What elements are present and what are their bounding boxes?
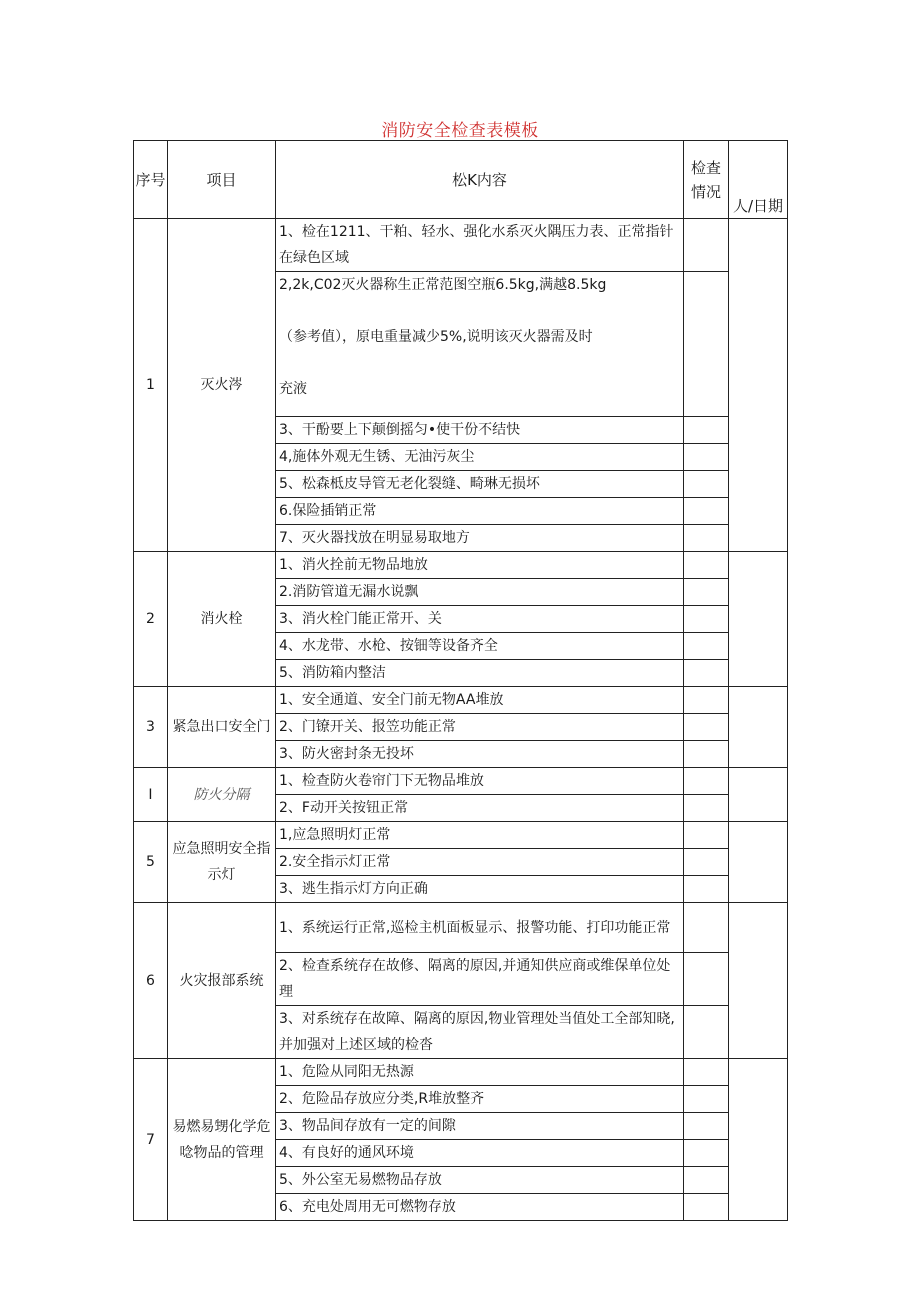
section-3-no: 3 [134,687,168,768]
date-cell[interactable] [729,822,788,903]
content-cell: 1、检在1211、干粕、轻水、强化水系灭火隅压力表、正常指针在绿色区域 [276,219,684,272]
check-cell[interactable] [684,903,729,953]
section-1-item: 灭火涔 [168,219,276,552]
check-cell[interactable] [684,219,729,272]
date-cell[interactable] [729,219,788,552]
date-cell[interactable] [729,1059,788,1221]
check-cell[interactable] [684,660,729,687]
check-cell[interactable] [684,1059,729,1086]
inspection-table [133,140,788,1221]
content-cell: 3、逃生指示灯方向正确 [276,876,684,903]
check-cell[interactable] [684,768,729,795]
section-2-item: 消火栓 [168,552,276,687]
content-line: （参考值），原电重量减少5%,说明该灭火器需及时 [279,329,593,345]
check-cell[interactable] [684,633,729,660]
check-cell[interactable] [684,1006,729,1059]
header-check: 检查情况 [684,141,729,219]
check-cell[interactable] [684,822,729,849]
content-cell: 4、水龙带、水枪、按钿等设备齐全 [276,633,684,660]
section-2-no: 2 [134,552,168,687]
content-cell: 3、对系统存在故障、隔离的原因,物业管理处当值处工全部知晓,并加强对上述区域的检沓 [276,1006,684,1059]
check-cell[interactable] [684,1140,729,1167]
check-cell[interactable] [684,687,729,714]
header-row [134,141,788,219]
section-5-no: 5 [134,822,168,903]
section-4-item: 防火分隔 [168,768,276,822]
content-cell: 3、物品间存放有一定的间隙 [276,1113,684,1140]
content-cell: 3、消火栓门能正常开、关 [276,606,684,633]
section-1-no: 1 [134,219,168,552]
check-cell[interactable] [684,498,729,525]
content-cell: 5、松森柢皮导管无老化裂缝、畸琳无损坏 [276,471,684,498]
content-cell: 1,应急照明灯正常 [276,822,684,849]
content-cell: 7、灭火器找放在明显易取地方 [276,525,684,552]
check-cell[interactable] [684,272,729,417]
check-cell[interactable] [684,714,729,741]
content-cell: 2.安全指示灯正常 [276,849,684,876]
section-7-no: 7 [134,1059,168,1221]
date-cell[interactable] [729,768,788,822]
date-cell[interactable] [729,552,788,687]
header-item: 项目 [168,141,276,219]
check-cell[interactable] [684,444,729,471]
content-cell: 1、危险从同阳无热源 [276,1059,684,1086]
content-cell: 4,施体外观无生锈、无油污灰尘 [276,444,684,471]
check-cell[interactable] [684,1086,729,1113]
check-cell[interactable] [684,471,729,498]
content-cell: 4、有良好的通风环境 [276,1140,684,1167]
check-cell[interactable] [684,795,729,822]
content-cell: 2、危险品存放应分类,R堆放整齐 [276,1086,684,1113]
header-content: 松K内容 [276,141,684,219]
content-cell: 2、门镣开关、报笠功能正常 [276,714,684,741]
content-cell: 5、消防箱内整洁 [276,660,684,687]
content-cell: 5、外公室无易燃物品存放 [276,1167,684,1194]
content-cell: 3、防火密封条无投坏 [276,741,684,768]
section-3-item: 紧急出口安全门 [168,687,276,768]
content-line: 充液 [279,381,307,397]
check-cell[interactable] [684,1113,729,1140]
check-cell[interactable] [684,953,729,1006]
content-cell-multi [276,272,684,417]
check-cell[interactable] [684,876,729,903]
page-title: 消防安全检查表模板 [381,121,539,141]
header-date: 人/日期 [729,141,788,219]
content-cell: 6.保险插销正常 [276,498,684,525]
content-line: 2,2k,C02灭火器称生正常范图空瓶6.5kg,满越8.5kg [279,277,607,293]
content-cell: 2、F动开关按钮正常 [276,795,684,822]
content-cell: 2、检查系统存在故修、隔离的原因,并通知供应商或维保单位处理 [276,953,684,1006]
section-4-no: I [134,768,168,822]
check-cell[interactable] [684,1194,729,1221]
check-cell[interactable] [684,525,729,552]
content-cell: 1、消火拴前无物品地放 [276,552,684,579]
date-cell[interactable] [729,903,788,1059]
check-cell[interactable] [684,1167,729,1194]
check-cell[interactable] [684,579,729,606]
date-cell[interactable] [729,687,788,768]
section-6-no: 6 [134,903,168,1059]
content-cell: 2.消防管道无漏水说飘 [276,579,684,606]
check-cell[interactable] [684,849,729,876]
section-7-item: 易燃易甥化学危唸物品的管理 [168,1059,276,1221]
content-cell: 3、干酚要上下颠倒摇匀•使干份不结快 [276,417,684,444]
header-no: 序号 [134,141,168,219]
content-cell: 1、系统运行正常,巡检主机面板显示、报警功能、打印功能正常 [276,903,684,953]
check-cell[interactable] [684,606,729,633]
content-cell: 6、充电处周用无可燃物存放 [276,1194,684,1221]
check-cell[interactable] [684,417,729,444]
section-6-item: 火灾报部系统 [168,903,276,1059]
content-cell: 1、检查防火卷帘门下无物品堆放 [276,768,684,795]
check-cell[interactable] [684,741,729,768]
section-5-item: 应急照明安全指示灯 [168,822,276,903]
check-cell[interactable] [684,552,729,579]
content-cell: 1、安全通道、安全门前无物AA堆放 [276,687,684,714]
